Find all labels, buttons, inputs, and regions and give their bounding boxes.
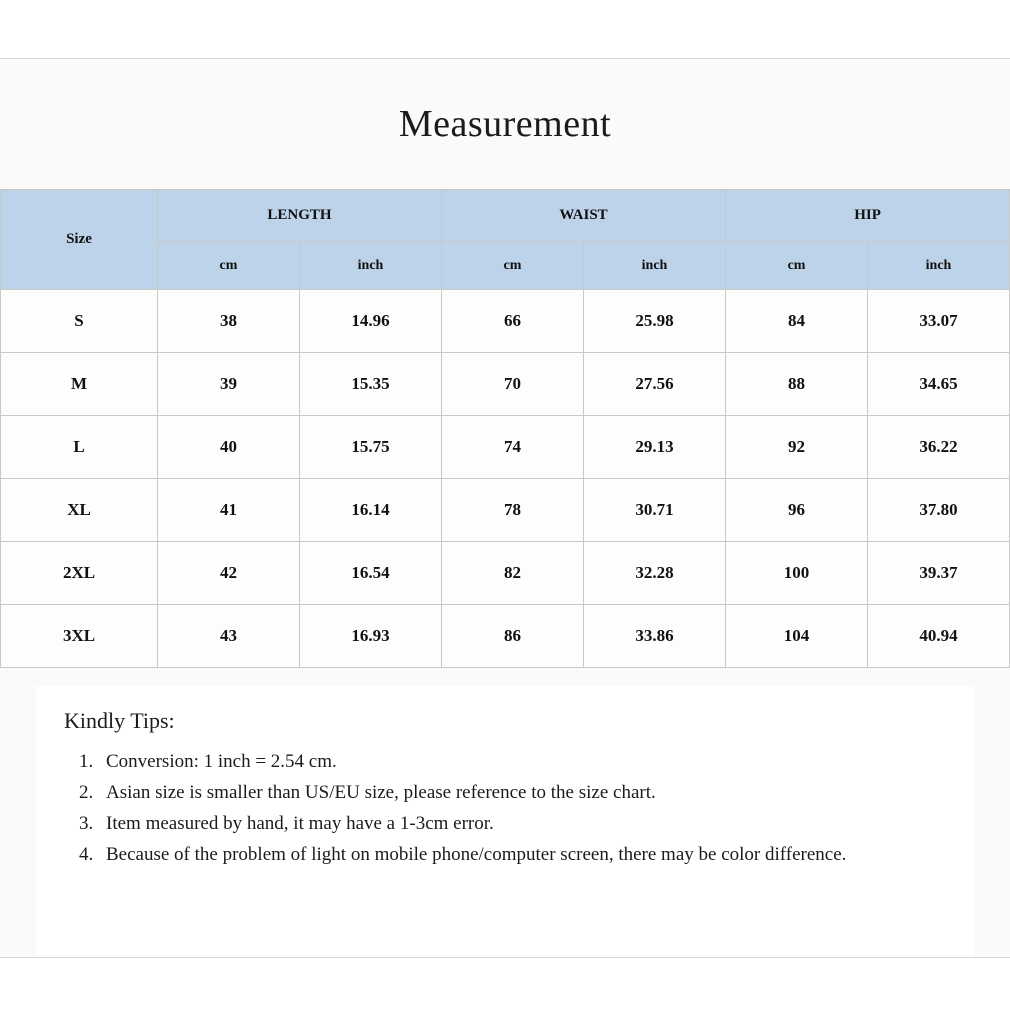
cell-waist-cm: 70 bbox=[442, 353, 584, 416]
cell-waist-cm: 66 bbox=[442, 290, 584, 353]
cell-hip-inch: 36.22 bbox=[868, 416, 1010, 479]
kindly-tips-panel bbox=[36, 686, 974, 957]
measurement-table bbox=[0, 189, 1010, 668]
column-header-size: Size bbox=[1, 190, 158, 290]
cell-length-inch: 15.75 bbox=[300, 416, 442, 479]
table-header-row-groups bbox=[1, 190, 1010, 242]
cell-length-cm: 42 bbox=[158, 542, 300, 605]
cell-length-inch: 14.96 bbox=[300, 290, 442, 353]
table-row bbox=[1, 605, 1010, 668]
unit-header-hip-cm: cm bbox=[726, 242, 868, 290]
cell-hip-cm: 84 bbox=[726, 290, 868, 353]
cell-length-cm: 39 bbox=[158, 353, 300, 416]
cell-hip-cm: 100 bbox=[726, 542, 868, 605]
list-item: 4. Because of the problem of light on mobile phone/computer screen, there may be color difference. bbox=[98, 841, 946, 870]
cell-waist-inch: 29.13 bbox=[584, 416, 726, 479]
column-group-length: LENGTH bbox=[158, 190, 442, 242]
cell-hip-inch: 33.07 bbox=[868, 290, 1010, 353]
measurement-card bbox=[0, 58, 1010, 958]
cell-hip-inch: 37.80 bbox=[868, 479, 1010, 542]
cell-hip-cm: 92 bbox=[726, 416, 868, 479]
cell-waist-inch: 27.56 bbox=[584, 353, 726, 416]
list-item: 2. Asian size is smaller than US/EU size, please reference to the size chart. bbox=[98, 779, 946, 808]
cell-length-cm: 38 bbox=[158, 290, 300, 353]
cell-waist-inch: 30.71 bbox=[584, 479, 726, 542]
cell-waist-inch: 33.86 bbox=[584, 605, 726, 668]
cell-waist-inch: 25.98 bbox=[584, 290, 726, 353]
table-header bbox=[1, 190, 1010, 290]
cell-waist-cm: 82 bbox=[442, 542, 584, 605]
column-group-hip: HIP bbox=[726, 190, 1010, 242]
row-size-label: 3XL bbox=[1, 605, 158, 668]
unit-header-waist-inch: inch bbox=[584, 242, 726, 290]
row-size-label: XL bbox=[1, 479, 158, 542]
cell-hip-cm: 96 bbox=[726, 479, 868, 542]
list-item: 1. Conversion: 1 inch = 2.54 cm. bbox=[98, 748, 946, 777]
unit-header-hip-inch: inch bbox=[868, 242, 1010, 290]
cell-waist-cm: 86 bbox=[442, 605, 584, 668]
table-row bbox=[1, 353, 1010, 416]
row-size-label: 2XL bbox=[1, 542, 158, 605]
cell-length-cm: 43 bbox=[158, 605, 300, 668]
cell-length-inch: 16.93 bbox=[300, 605, 442, 668]
tips-list bbox=[64, 748, 946, 870]
column-group-waist: WAIST bbox=[442, 190, 726, 242]
row-size-label: M bbox=[1, 353, 158, 416]
unit-header-length-inch: inch bbox=[300, 242, 442, 290]
cell-hip-cm: 104 bbox=[726, 605, 868, 668]
unit-header-waist-cm: cm bbox=[442, 242, 584, 290]
page-title: Measurement bbox=[398, 103, 612, 145]
table-row bbox=[1, 542, 1010, 605]
cell-length-cm: 40 bbox=[158, 416, 300, 479]
cell-waist-cm: 74 bbox=[442, 416, 584, 479]
cell-hip-inch: 34.65 bbox=[868, 353, 1010, 416]
cell-length-inch: 16.14 bbox=[300, 479, 442, 542]
cell-waist-cm: 78 bbox=[442, 479, 584, 542]
table-row bbox=[1, 416, 1010, 479]
cell-length-cm: 41 bbox=[158, 479, 300, 542]
cell-length-inch: 16.54 bbox=[300, 542, 442, 605]
table-row bbox=[1, 479, 1010, 542]
cell-length-inch: 15.35 bbox=[300, 353, 442, 416]
row-size-label: S bbox=[1, 290, 158, 353]
cell-waist-inch: 32.28 bbox=[584, 542, 726, 605]
table-body bbox=[1, 290, 1010, 668]
cell-hip-inch: 39.37 bbox=[868, 542, 1010, 605]
unit-header-length-cm: cm bbox=[158, 242, 300, 290]
list-item: 3. Item measured by hand, it may have a 1-3cm error. bbox=[98, 810, 946, 839]
cell-hip-cm: 88 bbox=[726, 353, 868, 416]
table-row bbox=[1, 290, 1010, 353]
cell-hip-inch: 40.94 bbox=[868, 605, 1010, 668]
row-size-label: L bbox=[1, 416, 158, 479]
title-area bbox=[0, 59, 1010, 189]
tips-heading: Kindly Tips: bbox=[64, 708, 175, 733]
